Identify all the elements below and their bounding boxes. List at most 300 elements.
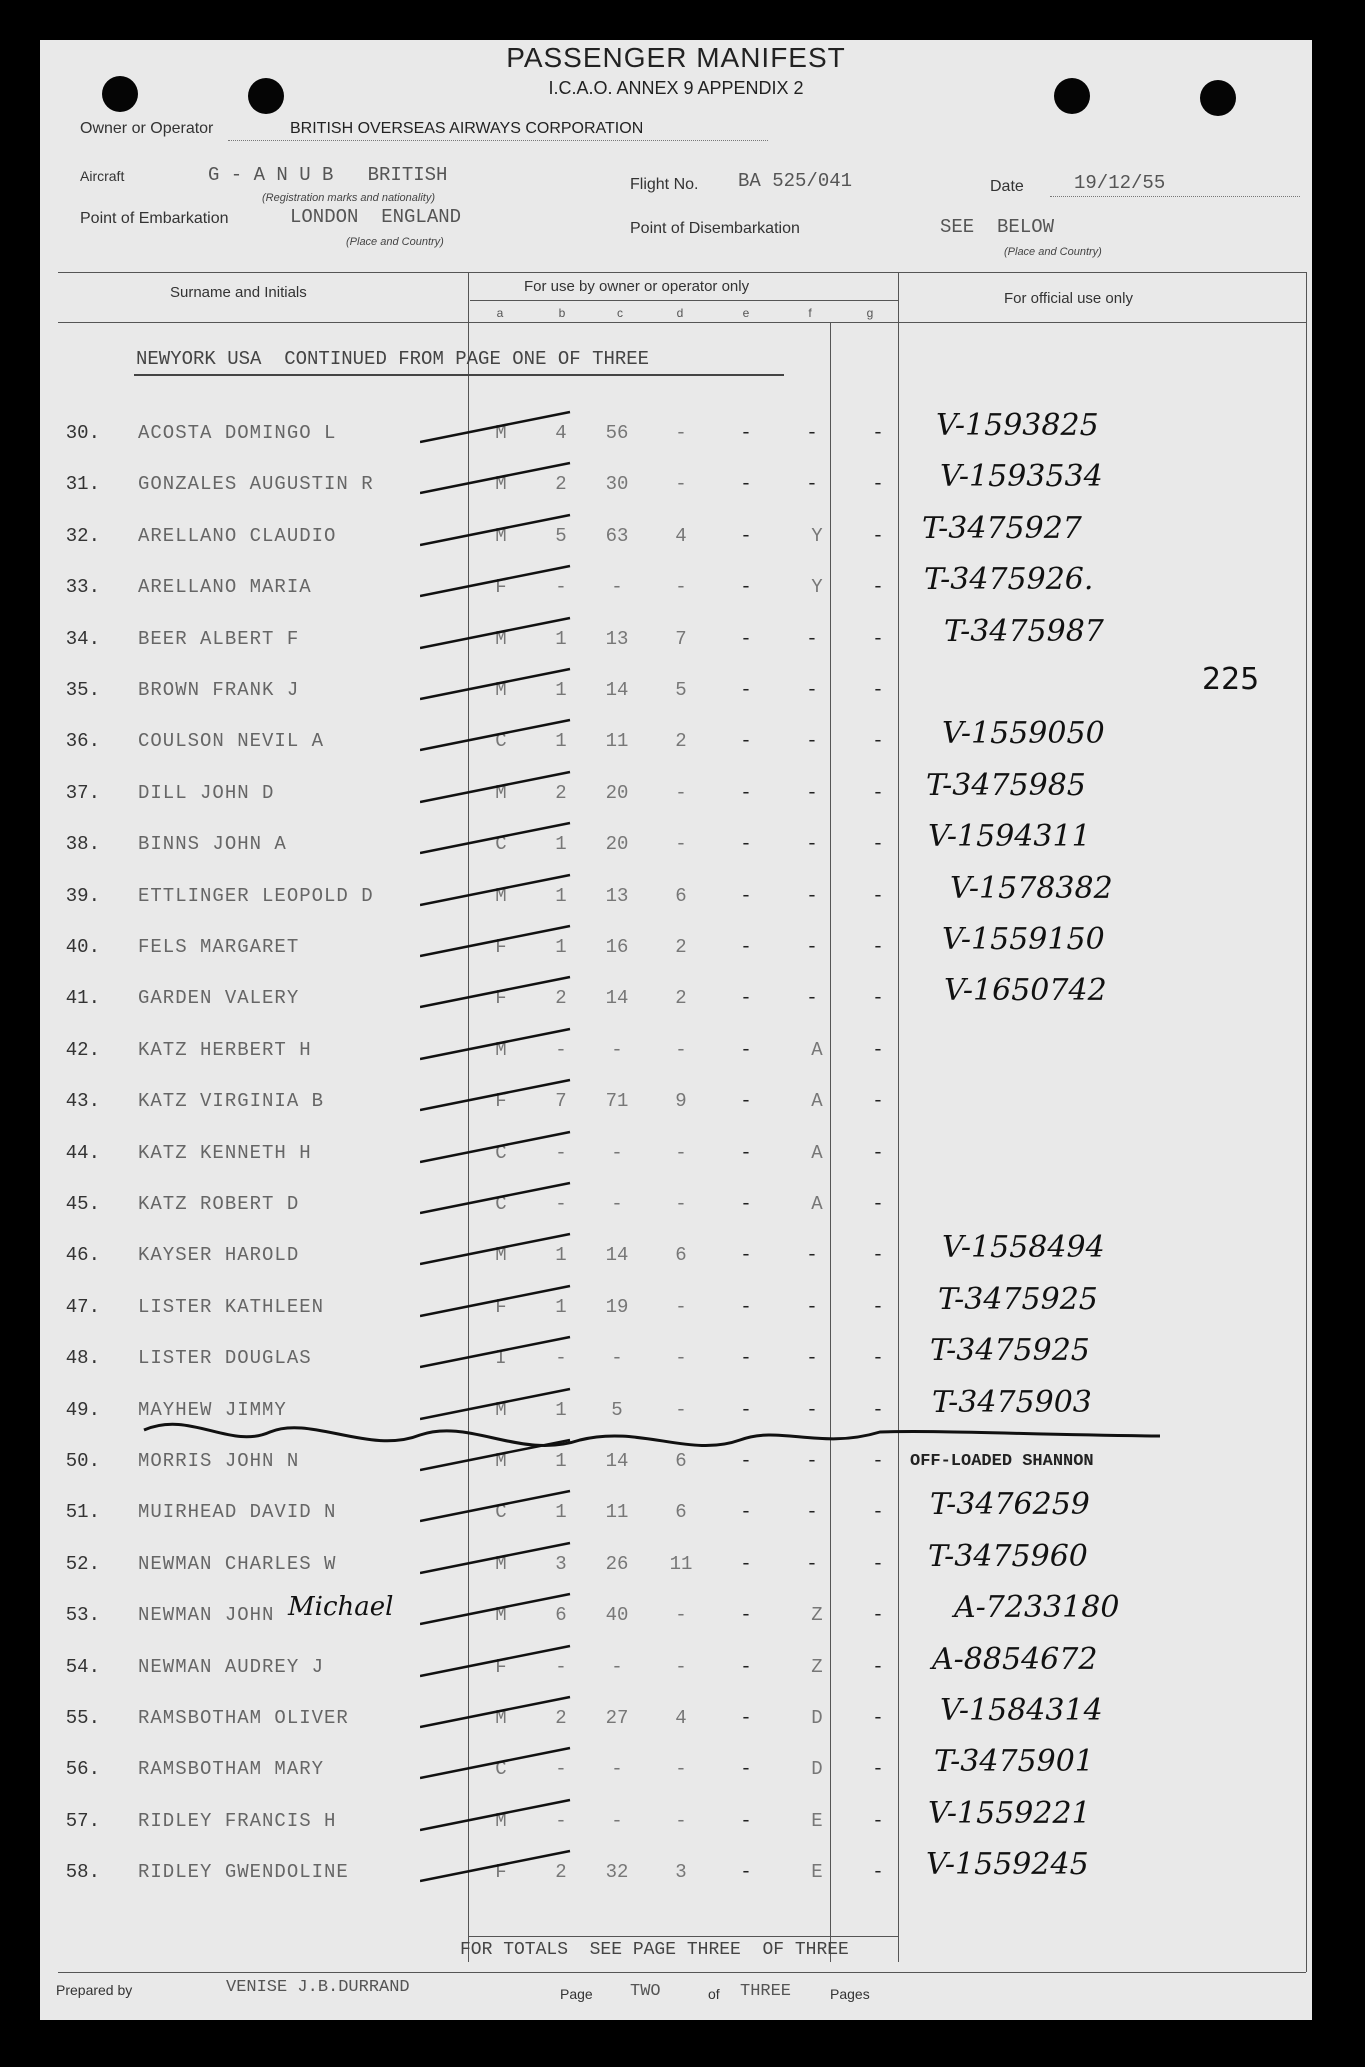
cell-b: 1 [555, 730, 567, 753]
passenger-name: BINNS JOHN A [138, 833, 287, 856]
check-stroke [420, 1076, 580, 1116]
cell-d: 4 [675, 524, 687, 547]
owner-value: BRITISH OVERSEAS AIRWAYS CORPORATION [290, 120, 644, 137]
date-value: 19/12/55 [1074, 172, 1166, 194]
col-e-header: e [742, 306, 750, 320]
check-stroke [420, 973, 580, 1013]
row-number: 35. [65, 679, 100, 701]
cell-e: - [740, 884, 752, 907]
cell-g: - [872, 679, 884, 701]
passenger-name: KATZ KENNETH H [138, 1141, 312, 1164]
cell-d: - [675, 1347, 687, 1370]
cell-f: E [811, 1861, 823, 1884]
row-number: 38. [65, 833, 100, 856]
official-visa-number: V-1593825 [936, 408, 1099, 443]
passenger-name: BEER ALBERT F [138, 627, 300, 650]
cell-c: - [611, 1758, 623, 1781]
cell-g: - [872, 1758, 884, 1781]
cell-f: Y [811, 524, 823, 547]
cell-c: - [611, 1193, 623, 1215]
cell-b: - [555, 1655, 567, 1678]
row-number: 41. [65, 987, 100, 1010]
cell-f: A [811, 1090, 823, 1113]
cell-g: - [872, 1038, 884, 1061]
cell-c: 63 [605, 524, 629, 547]
prepared-value: VENISE J.B.DURRAND [226, 1978, 410, 1997]
check-stroke [420, 562, 580, 602]
table-row [40, 1132, 1312, 1172]
cell-d: - [675, 781, 687, 804]
passenger-name: NEWMAN JOHN [138, 1604, 275, 1627]
table-row [40, 459, 1312, 503]
passenger-name: GARDEN VALERY [138, 987, 300, 1010]
cell-d: 4 [675, 1707, 687, 1729]
cell-c: 27 [605, 1707, 629, 1729]
aircraft-label: Aircraft [80, 168, 125, 184]
table-row [40, 767, 1312, 812]
cell-e: - [740, 1809, 752, 1832]
cell-b: 2 [555, 1707, 567, 1729]
cell-a: M [495, 884, 507, 907]
cell-b: - [555, 1809, 567, 1832]
cell-f: E [811, 1809, 823, 1832]
pages-label: Pages [830, 1986, 870, 2002]
cell-a: C [495, 1501, 507, 1524]
check-stroke [420, 1487, 580, 1527]
row-number: 48. [65, 1347, 100, 1370]
totals-note: FOR TOTALS SEE PAGE THREE OF THREE [460, 1940, 849, 1960]
official-visa-number: A-8854672 [932, 1641, 1098, 1677]
passenger-name: ACOSTA DOMINGO L [138, 422, 337, 444]
official-visa-number: V-1594311 [928, 819, 1091, 855]
table-row [40, 973, 1312, 1017]
cell-a: M [495, 422, 507, 444]
passenger-name: KATZ HERBERT H [138, 1038, 312, 1061]
cell-a: F [495, 576, 507, 599]
cell-e: - [740, 1398, 752, 1421]
cell-d: - [675, 833, 687, 856]
table-row [40, 1590, 1312, 1634]
table-row [40, 1440, 1312, 1480]
cell-f: - [806, 833, 818, 856]
check-stroke [420, 1282, 580, 1322]
passenger-name: LISTER DOUGLAS [138, 1347, 312, 1370]
row-number: 37. [65, 781, 100, 804]
of-value: THREE [740, 1982, 792, 2001]
cell-g: - [872, 576, 884, 599]
cell-f: - [806, 1450, 818, 1472]
cell-a: M [495, 524, 507, 547]
cell-e: - [740, 1295, 752, 1318]
table-row [40, 1795, 1312, 1840]
official-visa-number: V-1578382 [950, 870, 1113, 906]
manifest-page [40, 40, 1312, 2020]
cell-e: - [740, 679, 752, 701]
row-number: 36. [65, 730, 100, 753]
cell-g: - [872, 833, 884, 856]
cell-a: C [495, 730, 507, 753]
cell-b: - [555, 1193, 567, 1215]
handwritten-name-correction: Michael [288, 1592, 394, 1623]
cell-g: - [872, 1707, 884, 1729]
passenger-name: NEWMAN CHARLES W [138, 1552, 337, 1575]
official-visa-number: T-3476259 [930, 1487, 1090, 1523]
cell-b: 2 [555, 1861, 567, 1884]
table-row [40, 510, 1312, 555]
row-number: 30. [65, 422, 100, 444]
table-row [40, 870, 1312, 915]
cell-a: M [495, 473, 507, 496]
cell-c: - [611, 1809, 623, 1832]
row-number: 42. [65, 1038, 100, 1061]
cell-f: - [806, 422, 818, 444]
cell-g: - [872, 422, 884, 444]
table-row [40, 1183, 1312, 1223]
cell-e: - [740, 524, 752, 547]
cell-b: - [555, 1758, 567, 1781]
cell-c: 71 [605, 1090, 629, 1113]
cell-f: Y [811, 576, 823, 599]
row-number: 53. [65, 1604, 100, 1627]
check-stroke [420, 408, 580, 448]
cell-d: 9 [675, 1090, 687, 1113]
check-stroke [420, 1436, 580, 1476]
table-row [40, 1029, 1312, 1069]
row-number: 49. [65, 1398, 100, 1421]
cell-f: - [806, 1501, 818, 1524]
cell-d: - [675, 473, 687, 496]
owner-label: Owner or Operator [80, 120, 214, 137]
cell-f: D [811, 1758, 823, 1781]
flight-label: Flight No. [630, 176, 699, 193]
cell-c: - [611, 576, 623, 599]
cell-b: 1 [555, 833, 567, 856]
row-number: 34. [65, 627, 100, 650]
cell-g: - [872, 1141, 884, 1164]
cell-g: - [872, 987, 884, 1010]
table-row [40, 1538, 1312, 1583]
cell-c: 19 [605, 1295, 629, 1318]
cell-a: F [495, 1090, 507, 1113]
cell-b: 2 [555, 473, 567, 496]
cell-e: - [740, 1347, 752, 1370]
cell-d: - [675, 1038, 687, 1061]
cell-e: - [740, 1450, 752, 1472]
cell-e: - [740, 627, 752, 650]
cell-f: - [806, 987, 818, 1010]
cell-a: M [495, 1244, 507, 1267]
passenger-name: NEWMAN AUDREY J [138, 1655, 325, 1678]
cell-e: - [740, 1604, 752, 1627]
cell-g: - [872, 936, 884, 958]
disembark-label: Point of Disembarkation [630, 220, 800, 237]
cell-f: - [806, 1398, 818, 1421]
passenger-name: FELS MARGARET [138, 936, 300, 958]
cell-b: 1 [555, 1450, 567, 1472]
row-number: 58. [65, 1861, 100, 1884]
of-label: of [708, 1986, 720, 2002]
aircraft-note: (Registration marks and nationality) [262, 192, 436, 204]
table-row [40, 1230, 1312, 1274]
manifest-title: PASSENGER MANIFEST [506, 42, 846, 73]
prepared-label: Prepared by [56, 1982, 133, 1998]
official-visa-number: A-7233180 [954, 1590, 1120, 1626]
cell-f: - [806, 627, 818, 650]
row-number: 56. [65, 1758, 100, 1781]
table-row [40, 1847, 1312, 1891]
passenger-name: KAYSER HAROLD [138, 1244, 300, 1267]
cell-e: - [740, 1552, 752, 1575]
cell-d: 3 [675, 1861, 687, 1884]
surname-header: Surname and Initials [170, 284, 307, 301]
check-stroke [420, 1693, 580, 1733]
page-value: TWO [630, 1982, 661, 2001]
cell-b: - [555, 1141, 567, 1164]
passenger-name: RIDLEY FRANCIS H [138, 1809, 337, 1832]
date-label: Date [990, 178, 1024, 195]
passenger-name: MAYHEW JIMMY [138, 1398, 287, 1421]
cell-c: 32 [605, 1861, 629, 1884]
passenger-name: LISTER KATHLEEN [138, 1295, 325, 1318]
cell-e: - [740, 1758, 752, 1781]
col-b-header: b [558, 306, 566, 320]
official-visa-number: V-1558494 [942, 1230, 1105, 1266]
col-g-header: g [866, 306, 874, 320]
cell-f: - [806, 1347, 818, 1370]
cell-a: C [495, 1758, 507, 1781]
passenger-name: DILL JOHN D [138, 781, 275, 804]
table-row [40, 562, 1312, 606]
check-stroke [420, 1796, 580, 1836]
cell-a: M [495, 1038, 507, 1061]
official-visa-number: T-3475925 [930, 1333, 1090, 1369]
cell-g: - [872, 524, 884, 547]
cell-a: C [495, 1193, 507, 1215]
check-stroke [420, 1590, 580, 1630]
passenger-name: KATZ VIRGINIA B [138, 1090, 325, 1113]
cell-b: 2 [555, 987, 567, 1010]
official-visa-number: T-3475901 [934, 1744, 1094, 1780]
offloaded-remark: OFF-LOADED SHANNON [910, 1452, 1094, 1471]
official-visa-number: T-3475926. [924, 562, 1094, 598]
cell-f: D [811, 1707, 823, 1729]
cell-f: A [811, 1141, 823, 1164]
official-visa-number: V-1584314 [940, 1693, 1103, 1728]
cell-e: - [740, 1141, 752, 1164]
owner-use-header: For use by owner or operator only [524, 278, 750, 295]
row-number: 54. [65, 1655, 100, 1678]
cell-g: - [872, 473, 884, 496]
cell-f: Z [811, 1604, 823, 1627]
cell-f: - [806, 884, 818, 907]
official-visa-number: T-3475960 [928, 1538, 1088, 1574]
check-stroke [420, 871, 580, 911]
check-stroke [420, 614, 580, 654]
cell-c: - [611, 1038, 623, 1061]
cell-g: - [872, 1244, 884, 1267]
cell-b: 1 [555, 936, 567, 958]
check-stroke [420, 665, 580, 705]
cell-g: - [872, 884, 884, 907]
cell-d: - [675, 422, 687, 444]
passenger-name: RAMSBOTHAM MARY [138, 1758, 325, 1781]
cell-c: - [611, 1655, 623, 1678]
official-visa-number: V-1593534 [940, 459, 1103, 495]
official-use-header: For official use only [1004, 290, 1133, 307]
cell-e: - [740, 781, 752, 804]
cell-c: 30 [605, 473, 629, 496]
passenger-name: GONZALES AUGUSTIN R [138, 473, 374, 496]
cell-b: 5 [555, 524, 567, 547]
embark-value: LONDON ENGLAND [290, 206, 462, 228]
cell-b: 1 [555, 884, 567, 907]
row-number: 45. [65, 1193, 100, 1215]
cell-e: - [740, 1501, 752, 1524]
cell-g: - [872, 1347, 884, 1370]
official-visa-number: T-3475903 [932, 1384, 1092, 1420]
passenger-name: KATZ ROBERT D [138, 1193, 300, 1215]
row-number: 51. [65, 1501, 100, 1524]
cell-c: 14 [605, 987, 629, 1010]
cell-d: 11 [669, 1552, 693, 1575]
continued-note: NEWYORK USA CONTINUED FROM PAGE ONE OF THREE [136, 348, 650, 370]
col-f-header: f [808, 306, 812, 320]
cell-g: - [872, 1398, 884, 1421]
official-visa-number: T-3475987 [944, 613, 1104, 649]
check-stroke [420, 819, 580, 859]
disembark-value: SEE BELOW [940, 216, 1055, 238]
row-number: 40. [65, 936, 100, 958]
cell-d: - [675, 1193, 687, 1215]
embark-label: Point of Embarkation [80, 210, 229, 227]
cell-e: - [740, 1244, 752, 1267]
cell-f: - [806, 1552, 818, 1575]
cell-g: - [872, 1861, 884, 1884]
cell-b: 6 [555, 1604, 567, 1627]
check-stroke [420, 1179, 580, 1219]
cell-c: 14 [605, 1244, 629, 1267]
cell-e: - [740, 833, 752, 856]
check-stroke [420, 1744, 580, 1784]
cell-a: M [495, 679, 507, 701]
cell-g: - [872, 1193, 884, 1215]
cell-g: - [872, 1655, 884, 1678]
cell-e: - [740, 730, 752, 753]
cell-e: - [740, 1090, 752, 1113]
cell-a: M [495, 1450, 507, 1472]
passenger-name: BROWN FRANK J [138, 679, 300, 701]
cell-b: 2 [555, 781, 567, 804]
cell-c: 5 [611, 1398, 623, 1421]
cell-d: 7 [675, 627, 687, 650]
cell-a: M [495, 627, 507, 650]
cell-e: - [740, 1707, 752, 1729]
cell-d: 6 [675, 1501, 687, 1524]
cell-a: M [495, 781, 507, 804]
cell-c: 14 [605, 679, 629, 701]
table-row [40, 613, 1312, 658]
cell-b: 7 [555, 1090, 567, 1113]
official-visa-number: V-1559245 [926, 1847, 1089, 1883]
cell-b: 1 [555, 1501, 567, 1524]
check-stroke [420, 1847, 580, 1887]
official-visa-number: V-1559221 [928, 1795, 1091, 1831]
cell-e: - [740, 576, 752, 599]
cell-a: F [495, 936, 507, 958]
cell-b: 1 [555, 1295, 567, 1318]
table-row [40, 922, 1312, 966]
cell-f: - [806, 781, 818, 804]
col-a-header: a [496, 306, 504, 320]
cell-c: 40 [605, 1604, 629, 1627]
cell-e: - [740, 1861, 752, 1884]
check-stroke [420, 1385, 580, 1425]
official-visa-number: T-3475925 [938, 1281, 1098, 1317]
table-row [40, 1333, 1312, 1377]
cell-b: 3 [555, 1552, 567, 1575]
row-number: 44. [65, 1141, 100, 1164]
passenger-name: RIDLEY GWENDOLINE [138, 1861, 349, 1884]
check-stroke [420, 1539, 580, 1579]
cell-d: - [675, 1655, 687, 1678]
cell-d: 6 [675, 1450, 687, 1472]
cell-f: A [811, 1038, 823, 1061]
cell-a: C [495, 1141, 507, 1164]
col-d-header: d [676, 306, 684, 320]
cell-f: - [806, 473, 818, 496]
official-visa-number: V-1650742 [944, 973, 1107, 1009]
cell-a: C [495, 833, 507, 856]
cell-a: F [495, 1295, 507, 1318]
check-stroke [420, 1230, 580, 1270]
cell-d: - [675, 1398, 687, 1421]
check-stroke [420, 1128, 580, 1168]
cell-e: - [740, 987, 752, 1010]
cell-g: - [872, 1604, 884, 1627]
cell-c: - [611, 1141, 623, 1164]
embark-note: (Place and Country) [346, 236, 444, 248]
official-visa-number: T-3475927 [922, 510, 1082, 546]
cell-f: - [806, 1244, 818, 1267]
cell-d: - [675, 1758, 687, 1781]
table-row [40, 1744, 1312, 1788]
cell-g: - [872, 730, 884, 753]
cell-a: F [495, 987, 507, 1010]
check-stroke [420, 716, 580, 756]
cell-d: 2 [675, 730, 687, 753]
row-number: 33. [65, 576, 100, 599]
cell-b: 4 [555, 422, 567, 444]
cell-a: M [495, 1604, 507, 1627]
cell-b: 1 [555, 627, 567, 650]
cell-c: 11 [605, 730, 629, 753]
cell-e: - [740, 422, 752, 444]
row-number: 52. [65, 1552, 100, 1575]
page-label: Page [560, 1986, 593, 2002]
passenger-name: RAMSBOTHAM OLIVER [138, 1707, 349, 1729]
cell-g: - [872, 627, 884, 650]
check-stroke [420, 768, 580, 808]
table-row [40, 669, 1312, 709]
passenger-name: MUIRHEAD DAVID N [138, 1501, 337, 1524]
official-visa-number: V-1559150 [942, 922, 1105, 957]
row-number: 39. [65, 884, 100, 907]
cell-b: - [555, 1038, 567, 1061]
cell-a: M [495, 1552, 507, 1575]
cell-d: 2 [675, 936, 687, 958]
table-row [40, 1693, 1312, 1737]
passenger-name: COULSON NEVIL A [138, 730, 325, 753]
